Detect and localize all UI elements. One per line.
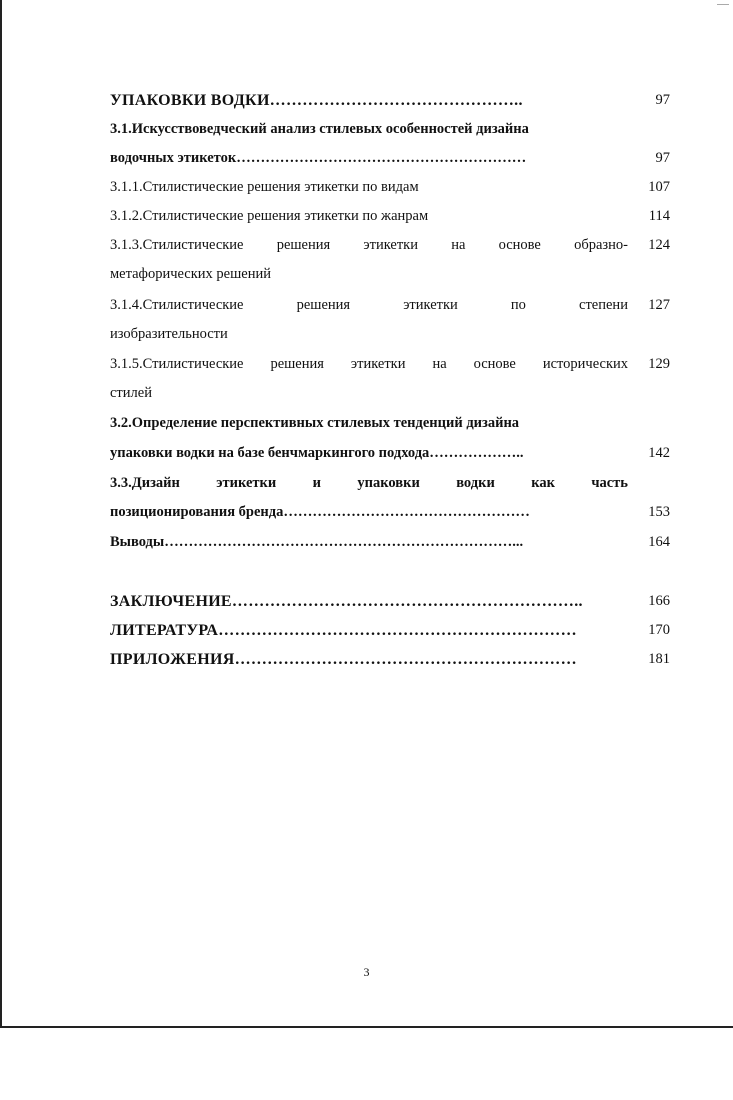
toc-word: степени [579,297,628,313]
toc-word: 3.3.Дизайн [110,475,180,491]
toc-entry-title-line1 [110,231,628,260]
toc-entry-page: 97 [655,92,670,108]
toc-word: этикетки [403,297,458,313]
toc-word: этикетки [216,475,277,491]
toc-word: упаковки [357,475,420,491]
toc-entry-title: ПРИЛОЖЕНИЯ……………………………………………………… [110,651,577,668]
toc-entry-title-line2: водочных этикеток…………………………………………………… [110,150,527,166]
toc-word: 3.1.4.Стилистические [110,297,244,313]
toc-word: решения [296,297,351,313]
toc-entry-title-line1: 3.2.Определение перспективных стилевых тенденций дизайна [110,415,520,431]
toc-word: решения [276,237,331,253]
toc-entry-page: 127 [648,297,670,313]
toc-entry-title: 3.1.2.Стилистические решения этикетки по жанрам [110,208,429,224]
toc-word: на [451,237,466,253]
toc-word: водки [456,475,495,491]
toc-word: как [531,475,555,491]
toc-entry-title: УПАКОВКИ ВОДКИ……………………………………….. [110,92,523,109]
toc-entry-title-line1 [110,469,628,498]
toc-entry-title-line2: метафорических решений [110,266,271,282]
toc-entry-title-line2: изобразительности [110,326,228,342]
toc-word: 3.1.3.Стилистические [110,237,244,253]
toc-word: основе [473,356,516,372]
toc-entry-page: 181 [648,651,670,667]
toc-word: этикетки [363,237,418,253]
toc-word: на [432,356,447,372]
toc-word: исторических [542,356,628,372]
toc-word: этикетки [350,356,406,372]
toc-entry-title: ЛИТЕРАТУРА………………………………………………………… [110,622,577,639]
toc-word: образно- [574,237,628,253]
toc-word: часть [591,475,628,491]
toc-entry-page: 114 [648,208,670,224]
toc-entry-page: 164 [648,534,670,550]
toc-entry-title: 3.1.1.Стилистические решения этикетки по видам [110,179,419,195]
toc-entry-page: 153 [648,504,670,520]
toc-entry-page: 166 [648,593,670,609]
toc-word: 3.1.5.Стилистические [110,356,244,372]
toc-entry-title-line1 [110,291,628,320]
toc-entry-title-line1: 3.1.Искусствоведческий анализ стилевых особенностей дизайна [110,121,529,137]
toc-entry-page: 129 [648,356,670,372]
page-border-left [0,0,2,1028]
toc-entry-page: 97 [655,150,670,166]
toc-word: решения [270,356,324,372]
toc-entry-title: ЗАКЛЮЧЕНИЕ……………………………………………………….. [110,593,583,610]
toc-entry-title-line1 [110,350,628,379]
toc-word: по [510,297,526,313]
toc-entry-title: Выводы………………………………………………………………... [110,534,524,550]
toc-entry-page: 124 [648,237,670,253]
toc-entry-page: 170 [648,622,670,638]
page-number: 3 [363,965,370,979]
toc-entry-title-line2: стилей [110,385,152,401]
toc-word: основе [498,237,541,253]
toc-entry-page: 107 [648,179,670,195]
toc-word: и [312,475,321,491]
toc-entry-title-line2: упаковки водки на базе бенчмаркингого подхода……………….. [110,445,524,461]
page-border-bottom [0,1026,733,1028]
corner-mark [717,4,729,5]
toc-entry-page: 142 [648,445,670,461]
toc-entry-title-line2: позиционирования бренда…………………………………………… [110,504,530,520]
